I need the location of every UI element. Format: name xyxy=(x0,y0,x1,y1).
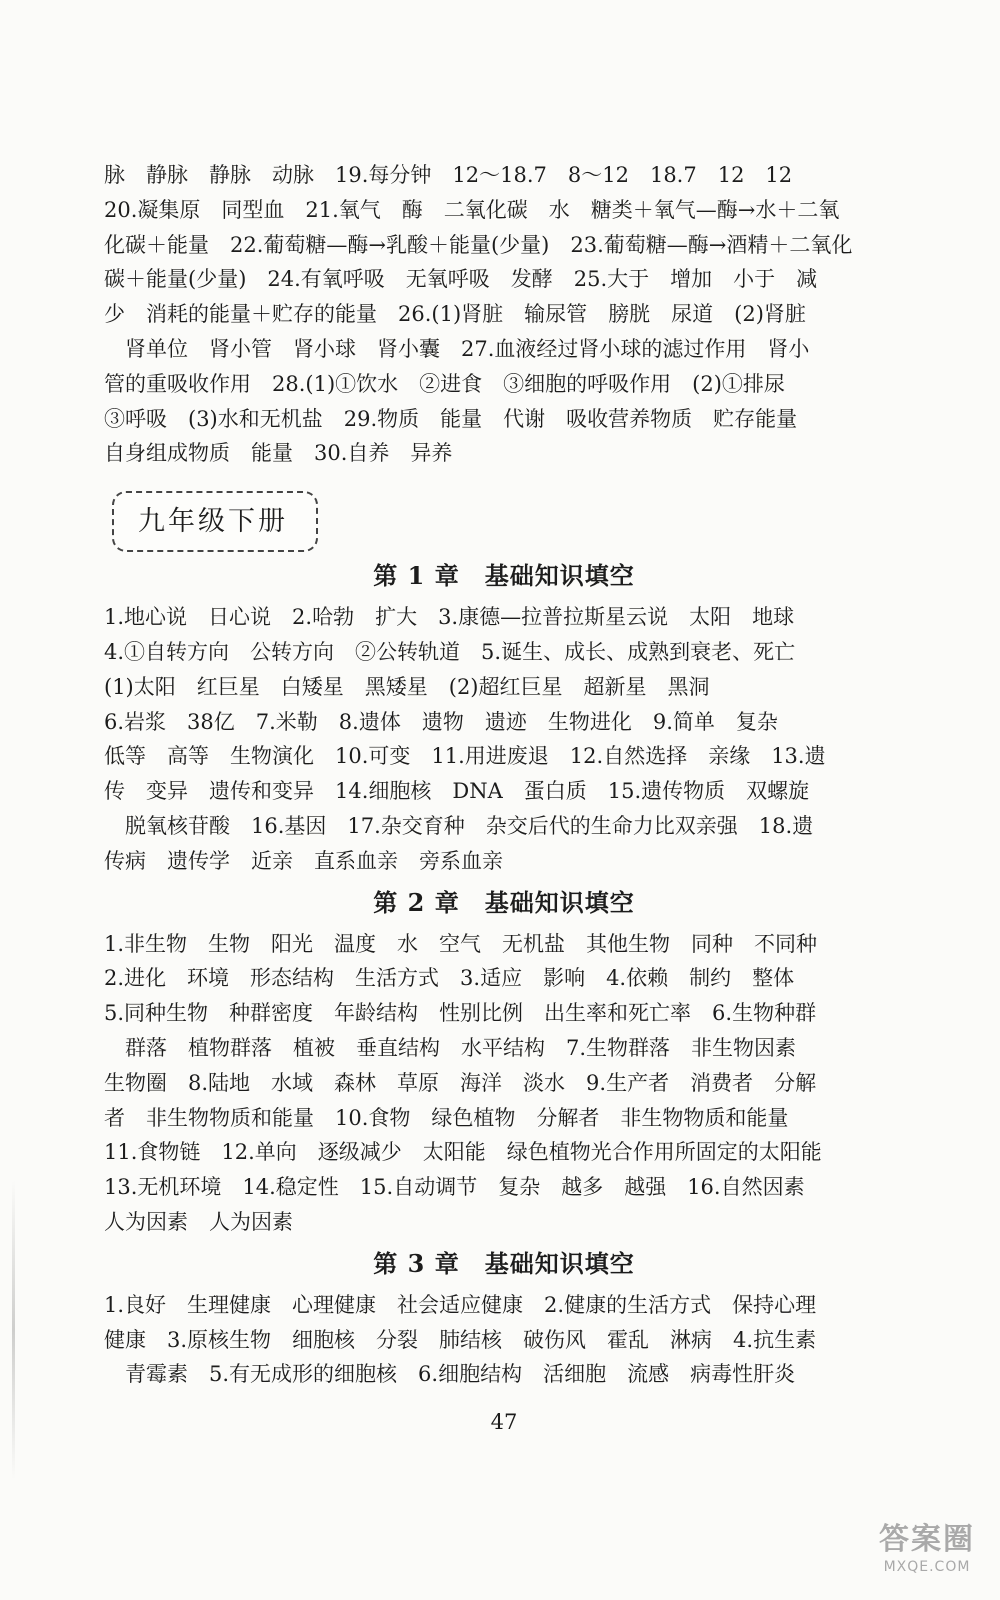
chapter-heading: 第 2 章 基础知识填空 xyxy=(373,887,635,917)
answer-line: 青霉素 5.有无成形的细胞核 6.细胞结构 活细胞 流感 病毒性肝炎 xyxy=(125,1362,796,1387)
watermark-top: 答案圈 xyxy=(879,1522,975,1557)
page-number: 47 xyxy=(490,1410,518,1435)
answer-line: 1.地心说 日心说 2.哈勃 扩大 3.康德—拉普拉斯星云说 太阳 地球 xyxy=(104,605,795,630)
volume-title-wrap xyxy=(104,491,904,552)
answer-line: 1.非生物 生物 阳光 温度 水 空气 无机盐 其他生物 同种 不同种 xyxy=(104,931,818,956)
page-spine-shadow xyxy=(12,1180,15,1480)
answer-line: 11.食物链 12.单向 逐级减少 太阳能 绿色植物光合作用所固定的太阳能 xyxy=(104,1140,822,1165)
answer-line: 4.①自转方向 公转方向 ②公转轨道 5.诞生、成长、成熟到衰老、死亡 xyxy=(104,639,796,664)
answer-line: 脱氧核苷酸 16.基因 17.杂交育种 杂交后代的生命力比双亲强 18.遗 xyxy=(125,813,814,838)
answer-line: 传病 遗传学 近亲 直系血亲 旁系血亲 xyxy=(104,848,503,873)
answer-line: 人为因素 人为因素 xyxy=(104,1209,293,1234)
answer-line: 少 消耗的能量＋贮存的能量 26.(1)肾脏 输尿管 膀胱 尿道 (2)肾脏 xyxy=(104,302,806,327)
answer-line: 管的重吸收作用 28.(1)①饮水 ②进食 ③细胞的呼吸作用 (2)①排尿 xyxy=(104,371,785,396)
answer-line: 者 非生物物质和能量 10.食物 绿色植物 分解者 非生物物质和能量 xyxy=(104,1105,789,1130)
answer-line: 自身组成物质 能量 30.自养 异养 xyxy=(104,441,453,466)
chapter-heading: 第 1 章 基础知识填空 xyxy=(373,561,635,591)
answer-line: 碳＋能量(少量) 24.有氧呼吸 无氧呼吸 发酵 25.大于 增加 小于 减 xyxy=(104,267,818,292)
answer-content xyxy=(104,158,904,1434)
answer-line: 2.进化 环境 形态结构 生活方式 3.适应 影响 4.依赖 制约 整体 xyxy=(104,966,795,991)
answer-line: 脉 静脉 静脉 动脉 19.每分钟 12～18.7 8～12 18.7 12 12 xyxy=(104,163,793,187)
answer-block xyxy=(104,927,904,1240)
chapter-heading: 第 3 章 基础知识填空 xyxy=(373,1248,635,1278)
answer-line: 5.同种生物 种群密度 年龄结构 性别比例 出生率和死亡率 6.生物种群 xyxy=(104,1001,817,1026)
answer-line: 传 变异 遗传和变异 14.细胞核 DNA 蛋白质 15.遗传物质 双螺旋 xyxy=(104,779,810,804)
answer-block xyxy=(104,600,904,878)
answer-line: 低等 高等 生物演化 10.可变 11.用进废退 12.自然选择 亲缘 13.遗 xyxy=(104,744,826,769)
answer-line: 化碳＋能量 22.葡萄糖—酶→乳酸＋能量(少量) 23.葡萄糖—酶→酒精＋二氧化 xyxy=(104,232,853,257)
answer-line: 群落 植物群落 植被 垂直结构 水平结构 7.生物群落 非生物因素 xyxy=(125,1035,797,1060)
answer-line: 13.无机环境 14.稳定性 15.自动调节 复杂 越多 越强 16.自然因素 xyxy=(104,1175,805,1200)
answer-line: 20.凝集原 同型血 21.氧气 酶 二氧化碳 水 糖类＋氧气—酶→水＋二氧 xyxy=(104,197,840,222)
answer-line: 生物圈 8.陆地 水域 森林 草原 海洋 淡水 9.生产者 消费者 分解 xyxy=(104,1070,817,1095)
answer-line: (1)太阳 红巨星 白矮星 黑矮星 (2)超红巨星 超新星 黑洞 xyxy=(104,674,710,699)
answer-line: 健康 3.原核生物 细胞核 分裂 肺结核 破伤风 霍乱 淋病 4.抗生素 xyxy=(104,1327,817,1352)
watermark-bottom: MXQE.COM xyxy=(883,1559,971,1575)
answer-block xyxy=(104,1288,904,1392)
answer-block xyxy=(104,158,904,471)
volume-title-box: 九年级下册 xyxy=(112,491,318,552)
answer-line: 1.良好 生理健康 心理健康 社会适应健康 2.健康的生活方式 保持心理 xyxy=(104,1292,817,1317)
watermark-logo xyxy=(872,1522,982,1582)
answer-line: 6.岩浆 38亿 7.米勒 8.遗体 遗物 遗迹 生物进化 9.简单 复杂 xyxy=(104,709,778,734)
answer-line: 肾单位 肾小管 肾小球 肾小囊 27.血液经过肾小球的滤过作用 肾小 xyxy=(125,336,810,361)
answer-line: ③呼吸 (3)水和无机盐 29.物质 能量 代谢 吸收营养物质 贮存能量 xyxy=(104,406,798,431)
